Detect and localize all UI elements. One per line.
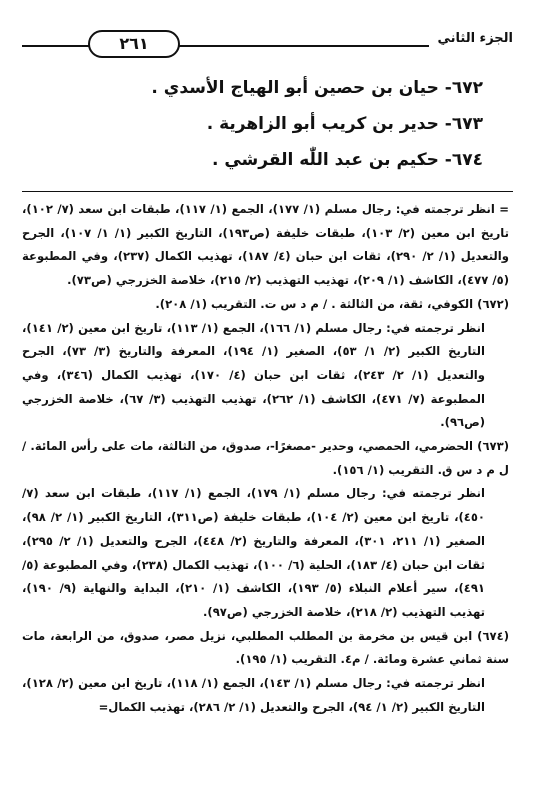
footnotes <box>22 198 509 719</box>
footnote-674: (٦٧٤) ابن قيس بن مخرمة بن المطلب المطلبي، نزيل مصر، صدوق، من الرابعة، مات سنة ثماني عشرة ومائة. / م٤. التقريب (١/ ١٩٥). <box>22 628 509 667</box>
running-header <box>22 28 513 62</box>
page-number: ٢٦١ <box>88 30 180 58</box>
footnote-673-sources: انظر ترجمته في: رجال مسلم (١/ ١٧٩)، الجمع (١/ ١١٧)، طبقات ابن سعد (٧/ ٤٥٠)، تاريخ ابن معين (٢/ ١٠٤)، طبقات خليفة (ص٣١١)، التاريخ الكبير (١/ ٢/ ٩٨)، الصغير (١/ ٢١١، ٣٠١)، المعرفة والتاريخ (٢/ ٤٤٨)، الجرح والتعديل (١/ ٢/ ٢٩٥)، ثقات ابن حبان (٤/ ١٨٣)، الحلية (٦/ ١٠٠)، تهذيب الكمال (٢٣٨)، وفي المطبوعة (٥/ ٤٩١)، سير أعلام النبلاء (٥/ ١٩٣)، الكاشف (١/ ٢١٠)، البداية والنهاية (٩/ ١٩٠)، تهذيب التهذيب (٢/ ٢١٨)، خلاصة الخزرجي (ص٩٧). <box>22 486 486 619</box>
footnote-672: (٦٧٢) الكوفي، ثقة، من الثالثة . / م د س ت. التقريب (١/ ٢٠٨). <box>155 296 509 311</box>
entry-674: ٦٧٤- حكيم بن عبد اللّٰه القرشي . <box>211 150 483 170</box>
narrator-entries <box>30 70 483 178</box>
footnote-674-sources: انظر ترجمته في: رجال مسلم (١/ ١٤٣)، الجمع (١/ ١١٨)، تاريخ ابن معين (٢/ ١٢٨)، التاريخ الكبير (٢/ ١/ ٩٤)، الجرح والتعديل (١/ ٢/ ٢٨٦)، تهذيب الكمال= <box>22 676 485 714</box>
entry-672: ٦٧٢- حيان بن حصين أبو الهياج الأسدي . <box>151 78 483 98</box>
volume-title: الجزء الثاني <box>429 28 513 50</box>
footnote-673: (٦٧٣) الحضرمي، الحمصي، وحدير -مصغرًا-، صدوق، من الثالثة، مات على رأس المائة. /ل م د س ق. التقريب (١/ ١٥٦). <box>22 439 509 477</box>
footnote-continuation: = انظر ترجمته في: رجال مسلم (١/ ١٧٧)، الجمع (١/ ١١٧)، طبقات ابن سعد (٧/ ١٠٢)، تاريخ ابن معين (٢/ ١٠٣)، طبقات خليفة (ص١٩٣)، التاريخ الكبير (١/ ١/ ١٠٧)، الجرح والتعديل (١/ ٢/ ٢٩٠)، ثقات ابن حبان (٤/ ١٨٧)، تهذيب الكمال (٢٣٧)، وفي المطبوعة (٥/ ٤٧٧)، الكاشف (١/ ٢٠٩)، تهذيب التهذيب (٢/ ٢١٥)، خلاصة الخزرجي (ص٧٣). <box>22 202 509 288</box>
footnote-separator <box>22 191 513 192</box>
footnote-672-sources: انظر ترجمته في: رجال مسلم (١/ ١٦٦)، الجمع (١/ ١١٣)، تاريخ ابن معين (٢/ ١٤١)، التاريخ الكبير (٢/ ١/ ٥٣)، الصغير (١/ ١٩٤)، المعرفة والتاريخ (٣/ ٧٣)، الجرح والتعديل (١/ ٢/ ٢٤٣)، ثقات ابن حبان (٤/ ١٧٠)، تهذيب الكمال (٣٤٦)، وفي المطبوعة (٧/ ٤٧١)، الكاشف (١/ ٢٦٢)، تهذيب التهذيب (٣/ ٦٧)، خلاصة الخزرجي (ص٩٦). <box>22 320 485 430</box>
entry-673: ٦٧٣- حدير بن كريب أبو الزاهرية . <box>206 114 483 134</box>
